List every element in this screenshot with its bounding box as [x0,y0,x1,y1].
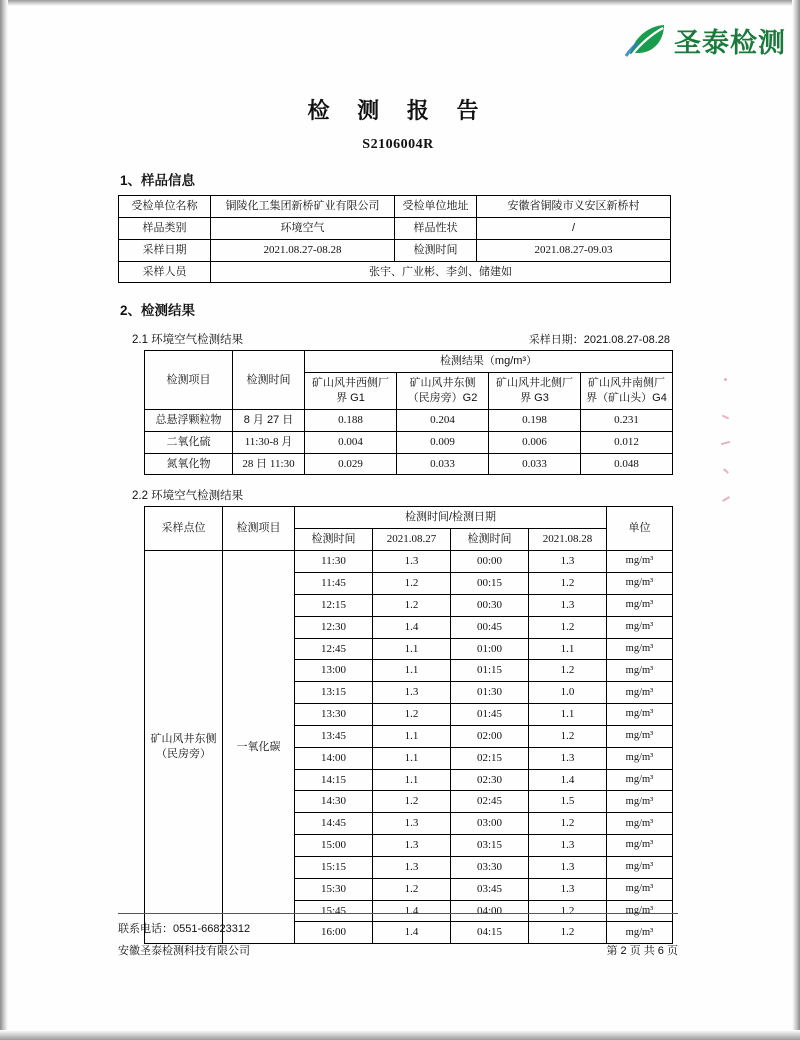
cell-time-day1: 14:15 [295,769,373,791]
page-footer [118,913,678,958]
cell-time-day2: 02:45 [451,791,529,813]
cell-value-day2: 1.3 [529,856,607,878]
cell-value-day1: 1.2 [373,572,451,594]
document-body [118,46,678,944]
cell-time-day2: 01:30 [451,682,529,704]
table-row [119,217,671,239]
subsection-2-1-heading [132,331,678,347]
document-sheet [8,6,792,1030]
cell-time-day1: 13:45 [295,725,373,747]
cell-time-day1: 11:45 [295,572,373,594]
cell-value-day2: 1.0 [529,682,607,704]
cell-unit: mg/m³ [607,660,673,682]
cell-unit: mg/m³ [607,813,673,835]
table-row [145,431,673,453]
cell-value-day2: 1.3 [529,551,607,573]
cell-time-day2: 03:45 [451,878,529,900]
footer-divider [118,913,678,914]
cell-item-so2: 二氧化硫 [145,431,233,453]
cell-unit: mg/m³ [607,704,673,726]
cell-value-day2: 1.1 [529,638,607,660]
subsection-2-2-heading [132,487,678,503]
value-unit-address: 安徽省铜陵市义安区新桥村 [477,196,671,218]
label-sampling-date: 采样日期 [119,239,211,261]
cell-value-day1: 1.3 [373,813,451,835]
subsection-2-2-title: 2.2 环境空气检测结果 [132,490,244,503]
cell-value-day2: 1.2 [529,572,607,594]
cell-time-day2: 00:15 [451,572,529,594]
report-number: S2106004R [362,137,434,152]
cell-unit: mg/m³ [607,682,673,704]
cell-time-day1: 16:00 [295,922,373,944]
cell-value-day2: 1.1 [529,704,607,726]
page-title: 检 测 报 告 [307,98,489,124]
value-unit-name: 铜陵化工集团新桥矿业有限公司 [211,196,395,218]
cell-nox-g1: 0.029 [305,453,397,475]
cell-value-day2: 1.2 [529,922,607,944]
table-row [145,351,673,373]
cell-unit: mg/m³ [607,878,673,900]
cell-tsp-g2: 0.204 [397,409,489,431]
label-sample-type: 样品类别 [119,217,211,239]
cell-value-day2: 1.3 [529,878,607,900]
sample-info-table [118,195,671,283]
label-unit-name: 受检单位名称 [119,196,211,218]
cell-value-day2: 1.2 [529,813,607,835]
cell-value-day1: 1.2 [373,878,451,900]
cell-time-day2: 01:45 [451,704,529,726]
cell-tsp-g1: 0.188 [305,409,397,431]
footer-company-row [118,942,678,958]
cell-time-line-3: 28 日 11:30 [233,453,305,475]
cell-detail-item: 一氧化碳 [223,551,295,944]
cell-unit: mg/m³ [607,922,673,944]
cell-tsp-g3: 0.198 [489,409,581,431]
section-result-heading: 2、检测结果 [120,303,196,319]
cell-value-day1: 1.1 [373,725,451,747]
cell-value-day2: 1.2 [529,900,607,922]
cell-time-day2: 04:00 [451,900,529,922]
cell-time-day2: 03:30 [451,856,529,878]
cell-value-day1: 1.1 [373,747,451,769]
header-date-2: 2021.08.28 [529,529,607,551]
cell-time-day1: 13:15 [295,682,373,704]
cell-unit: mg/m³ [607,594,673,616]
cell-time-day2: 00:30 [451,594,529,616]
header-date-1: 2021.08.27 [373,529,451,551]
cell-so2-g3: 0.006 [489,431,581,453]
cell-unit: mg/m³ [607,835,673,857]
value-sample-state: / [477,217,671,239]
cell-value-day1: 1.2 [373,594,451,616]
cell-time-day1: 12:45 [295,638,373,660]
cell-value-day1: 1.2 [373,704,451,726]
cell-time-day1: 12:15 [295,594,373,616]
cell-time-day1: 15:30 [295,878,373,900]
label-test-time: 检测时间 [395,239,477,261]
cell-tsp-g4: 0.231 [581,409,673,431]
cell-value-day2: 1.2 [529,660,607,682]
subsection-2-1-title: 2.1 环境空气检测结果 [132,334,244,347]
scan-edge-bottom [0,1030,800,1040]
value-sample-type: 环境空气 [211,217,395,239]
header-detail-item: 检测项目 [223,507,295,551]
cell-item-nox: 氮氧化物 [145,453,233,475]
cell-value-day2: 1.4 [529,769,607,791]
cell-value-day1: 1.3 [373,835,451,857]
table-row [145,507,673,529]
co-detail-table [144,506,673,944]
cell-time-line-2: 11:30-8 月 [233,431,305,453]
cell-time-day1: 12:30 [295,616,373,638]
cell-time-day1: 14:30 [295,791,373,813]
cell-time-day2: 02:15 [451,747,529,769]
cell-value-day2: 1.2 [529,616,607,638]
cell-time-day2: 02:00 [451,725,529,747]
cell-unit: mg/m³ [607,769,673,791]
label-unit-address: 受检单位地址 [395,196,477,218]
cell-time-day1: 14:45 [295,813,373,835]
cell-so2-g4: 0.012 [581,431,673,453]
footer-contact-row [118,920,678,936]
header-item: 检测项目 [145,351,233,410]
header-point-g2: 矿山风井东侧（民房旁）G2 [397,373,489,410]
cell-unit: mg/m³ [607,856,673,878]
cell-unit: mg/m³ [607,900,673,922]
cell-value-day1: 1.1 [373,638,451,660]
cell-value-day1: 1.1 [373,769,451,791]
cell-time-day2: 03:00 [451,813,529,835]
table-row [145,551,673,573]
cell-value-day1: 1.2 [373,791,451,813]
section-sample-info-heading: 1、样品信息 [120,173,196,188]
cell-so2-g2: 0.009 [397,431,489,453]
cell-sampling-point: 矿山风井东侧（民房旁） [145,551,223,944]
cell-time-day2: 03:15 [451,835,529,857]
cell-time-day2: 04:15 [451,922,529,944]
table-row [119,196,671,218]
cell-time-day1: 14:00 [295,747,373,769]
header-time-2: 检测时间 [451,529,529,551]
cell-nox-g4: 0.048 [581,453,673,475]
subsection-2-1-date: 采样日期：2021.08.27-08.28 [528,334,670,347]
cell-value-day1: 1.3 [373,682,451,704]
value-test-time: 2021.08.27-09.03 [477,239,671,261]
page-number: 第 2 页 共 6 页 [606,945,678,957]
table-row [119,261,671,283]
cell-item-tsp: 总悬浮颗粒物 [145,409,233,431]
cell-value-day2: 1.3 [529,835,607,857]
logo-text: 圣泰检测 [674,27,786,59]
cell-time-day1: 15:15 [295,856,373,878]
header-point-g1: 矿山风井西侧厂界 G1 [305,373,397,410]
cell-value-day1: 1.4 [373,922,451,944]
header-results-group: 检测结果（mg/m³） [305,351,673,373]
value-sampler: 张宇、广业彬、李剑、储建如 [211,261,671,283]
value-sampling-date: 2021.08.27-08.28 [211,239,395,261]
scan-edge-left [0,0,8,1040]
table-row [145,409,673,431]
cell-unit: mg/m³ [607,725,673,747]
cell-time-day2: 00:00 [451,551,529,573]
cell-value-day2: 1.3 [529,747,607,769]
cell-time-line-1: 8 月 27 日 [233,409,305,431]
cell-value-day1: 1.1 [373,660,451,682]
cell-value-day1: 1.3 [373,856,451,878]
cell-value-day1: 1.4 [373,616,451,638]
label-sample-state: 样品性状 [395,217,477,239]
stamp-marks [720,378,734,518]
header-point-g4: 矿山风井南侧厂界（矿山头）G4 [581,373,673,410]
cell-value-day2: 1.2 [529,725,607,747]
cell-value-day1: 1.4 [373,900,451,922]
cell-unit: mg/m³ [607,747,673,769]
cell-unit: mg/m³ [607,616,673,638]
cell-unit: mg/m³ [607,638,673,660]
table-row [119,239,671,261]
cell-unit: mg/m³ [607,791,673,813]
cell-time-day1: 11:30 [295,551,373,573]
cell-time-day2: 01:00 [451,638,529,660]
cell-so2-g1: 0.004 [305,431,397,453]
air-result-table [144,350,673,475]
footer-company: 安徽圣泰检测科技有限公司 [118,945,250,957]
label-sampler: 采样人员 [119,261,211,283]
cell-value-day2: 1.3 [529,594,607,616]
scan-edge-right [792,0,800,1040]
header-time: 检测时间 [233,351,305,410]
table-row [145,453,673,475]
cell-value-day2: 1.5 [529,791,607,813]
cell-time-day1: 13:30 [295,704,373,726]
cell-value-day1: 1.3 [373,551,451,573]
footer-contact: 联系电话：0551-66823312 [118,923,251,935]
header-point-g3: 矿山风井北侧厂界 G3 [489,373,581,410]
cell-time-day2: 01:15 [451,660,529,682]
cell-nox-g2: 0.033 [397,453,489,475]
cell-time-day2: 00:45 [451,616,529,638]
header-time-1: 检测时间 [295,529,373,551]
cell-time-day1: 15:45 [295,900,373,922]
header-sampling-point: 采样点位 [145,507,223,551]
header-unit: 单位 [607,507,673,551]
cell-unit: mg/m³ [607,572,673,594]
cell-time-day2: 02:30 [451,769,529,791]
cell-unit: mg/m³ [607,551,673,573]
cell-nox-g3: 0.033 [489,453,581,475]
cell-time-day1: 13:00 [295,660,373,682]
cell-time-day1: 15:00 [295,835,373,857]
header-time-date-group: 检测时间/检测日期 [295,507,607,529]
